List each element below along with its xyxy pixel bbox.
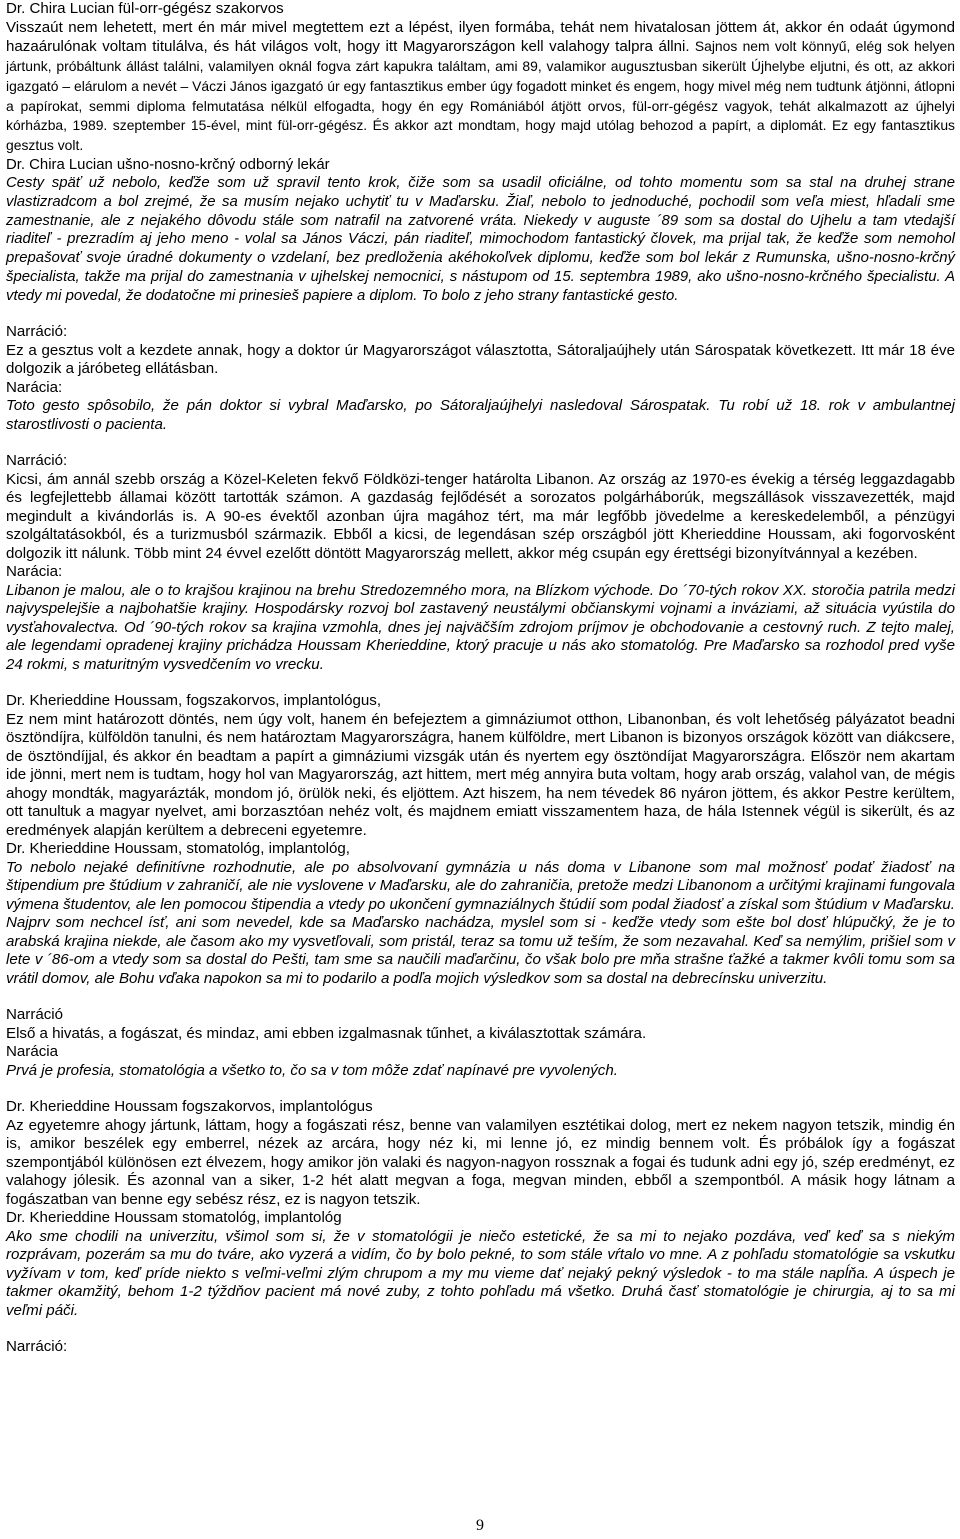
sentence: Sajnos nem volt könnyű, elég sok helyen jártunk, próbáltunk állást találni, valamilyen oknál fogva zárt kapukra találtam, ami 89, valamikor augusztusban sikerült Újhelybe eljutni, és ott, az akkori igazgató – elárulom a nevét – Váczi János igazgató úr egy fantasztikus ember úgy fogadott minket és engem, hogy mivel még nem tudtunk átjönni, átlopni a papírokat, semmi diploma felmutatása nélkül elfogadta, hogy én egy Romániából átjött orvos, fül-orr-gégész vagyok, tehát alkalmazott az újhelyi kórházba, 1989. szeptember 15-ével, mint fül-orr-gégész. És akkor azt mondtam, hogy majd utólag behozod a papírt, a diplomát. Ez egy fantasztikus gesztus volt. — [6, 38, 955, 153]
section-narration-1 — [6, 323, 955, 434]
sentence: Visszaút nem lehetett, mert én már mivel megtettem ezt a lépést, ilyen formába, tehát nem hivatalosan jöttem át, akkor én odaát úgymond hazaárulónak voltam titulálva, és hát világos volt, hogy itt Magyarországon kell valahogy talpra állni. — [6, 18, 955, 56]
speaker-title: Dr. Kherieddine Houssam fogszakorvos, implantológus — [6, 1098, 373, 1116]
narration-text-sk: Libanon je malou, ale o to krajšou krajinou na brehu Stredozemného mora, na Blízkom východe. Do ´70-tých rokov XX. storočia patrila medzi najvyspelejšie a najbohatšie krajiny. Hospodársky rozvoj bol zastavený neustálymi občianskymi vojnami a inváziami, až situácia vyústila do vysťahovalectva. Od ´90-tých rokov sa krajina vzmohla, dnes jej najväčším zdrojom príjmov je obchodovanie a cestovný ruch. Z tejto malej, ale legendami opradenej krajiny prichádza Houssam Kherieddine, ktorý pracuje u nás ako stomatológ. Pre Maďarsko sa rozhodol pred vyše 24 rokmi, s maturitným vysvedčením vo vrecku. — [6, 581, 955, 673]
section-chira-slovak — [6, 156, 955, 306]
section-narration-2 — [6, 452, 955, 674]
narration-label: Narráció: — [6, 323, 68, 341]
section-kherieddine-2 — [6, 1098, 955, 1320]
paragraph-text: Az egyetemre ahogy jártunk, láttam, hogy a fogászati rész, benne van valamilyen esztétikai dolog, mert ez nekem nagyon tetszik, mindig én is, amikor beszélek egy emberrel, nézek az arcára, hogy néz ki, mi lenne jó, ez mindig bennem volt. És próbálok így a fogászat szempontjából különösen ezt élvezem, hogy amikor jön valaki és nagyon-nagyon rossznak a fogai és tudunk adni egy jó, szép eredményt, ez valahogy jólesik. És azonnal van a siker, 1-2 hét alatt megvan a foga, megvan minden, ebből a szempontból. A másik hogy látnam a fogászatban van benne egy sebész rész, ez is nagyon tetszik. — [6, 1116, 955, 1208]
section-narration-3 — [6, 1006, 955, 1080]
speaker-title-sk: Dr. Kherieddine Houssam stomatológ, implantológ — [6, 1209, 342, 1227]
paragraph-text: Cesty späť už nebolo, keďže som už spravil tento krok, čiže som sa usadil oficiálne, od tohto momentu som sa stal na druhej strane vlastizradcom a bol zrejmé, že sa musím nejako uchytiť tu v Maďarsku. Žiaľ, nebolo to jednoduché, pochodil som veľa miest, hľadali sme zamestnanie, ale z nejakého dôvodu stále som natrafil na zatvorené vráta. Niekedy v auguste ´89 som sa dostal do Ujhelu a tam vtedajší riaditeľ - prezradím aj jeho meno - volal sa János Váczi, pán riaditeľ, mimochodom fantastický človek, ma prijal tak, že keďže som nemohol prepašovať svoje úradné dokumenty o vzdelaní, bez predloženia akéhokoľvek diplomu, keďže som bol lekár z Rumunska, ušno-nosno-krčný špecialista, takže ma prijal do zamestnania v ujhelskej nemocnici, s nástupom od 15. septembra 1989, ako ušno-nosno-krčného špecialistu. A vtedy mi povedal, že dodatočne mi prinesieš papiere a diplom. To bolo z jeho strany fantastické gesto. — [6, 175, 955, 304]
section-chira-hungarian — [6, 0, 955, 156]
narration-label-sk: Narácia: — [6, 563, 63, 581]
paragraph — [6, 19, 955, 156]
narration-label: Narráció: — [6, 452, 68, 470]
speaker-title-sk: Dr. Kherieddine Houssam, stomatológ, implantológ, — [6, 840, 350, 858]
narration-text-sk: Toto gesto spôsobilo, že pán doktor si vybral Maďarsko, po Sátoraljaújhelyi nasledoval Sárospatak. Tu robí už 18. rok v ambulantnej starostlivosti o pacienta. — [6, 397, 955, 433]
document-page — [6, 0, 955, 1357]
narration-label-sk: Narácia — [6, 1043, 59, 1061]
speaker-title: Dr. Kherieddine Houssam, fogszakorvos, implantológus, — [6, 692, 382, 710]
narration-text-sk: Prvá je profesia, stomatológia a všetko to, čo sa v tom môže zdať napínavé pre vyvolených. — [6, 1061, 618, 1079]
paragraph-text: Ez nem mint határozott döntés, nem úgy volt, hanem én befejeztem a gimnáziumot otthon, Libanonban, és volt lehetőség pályázatot beadni ösztöndíjra, külföldön tanulni, és nem határoztam Magyarországra, hanem külföldre, mert Libanon is bizonyos országok között van diákcsere, de ösztöndíjjal, és akkor én beadtam a papírt a gimnáziumi vizsgák után és nyertem egy ösztöndíjat Magyarországra. Először nem akartam ide jönni, mert nem is tudtam, hogy hol van Magyarország, azt hittem, mert még annyira buta voltam, hogy arab ország, valahol van, de mégis ahogy mondták, magyarázták, mondom jó, örülök neki, és eljöttem. Azt hiszem, ha nem tévedek 86 nyáron jöttem, és akkor Pestre kerültem, ott tanultuk a magyar nyelvet, ami borzasztóan nehéz volt, és majdnem emiatt visszamentem haza, de hála Istennek végül is sikerült, és az eredmények alapján kerültem a debreceni egyetemre. — [6, 710, 955, 839]
section-kherieddine-1 — [6, 692, 955, 988]
page-number: 9 — [476, 1517, 484, 1534]
narration-label: Narráció — [6, 1006, 64, 1024]
speaker-title: Dr. Chira Lucian fül-orr-gégész szakorvos — [6, 0, 284, 17]
paragraph-text-sk: Ako sme chodili na univerzitu, všimol som si, že v stomatológii je niečo estetické, že sa mi to nejako pozdáva, veď keď sa s niekým rozprávam, pozerám sa mu do tváre, ako vyzerá a vidím, čo by bolo pekné, to som stále vŕtalo vo mne. A z pohľadu stomatológie sa vskutku vyžívam v tom, keď príde niekto s veľmi-veľmi zlým chrupom a my mu vieme dať nejaký pekný výsledok - to ma stále napĺňa. A úspech je takmer okamžitý, behom 1-2 týždňov pacient má nové zuby, z tohto pohľadu má všetko. Druhá časť stomatológie je chirurgia, aj to sa mi veľmi páči. — [6, 1227, 955, 1319]
narration-label-sk: Narácia: — [6, 378, 63, 396]
narration-text: Első a hivatás, a fogászat, és mindaz, ami ebben izgalmasnak tűnhet, a kiválasztottak számára. — [6, 1024, 647, 1042]
speaker-title: Dr. Chira Lucian ušno-nosno-krčný odborný lekár — [6, 156, 330, 173]
narration-label: Narráció: — [6, 1338, 68, 1356]
narration-text: Ez a gesztus volt a kezdete annak, hogy a doktor úr Magyarországot választotta, Sátoraljaújhely után Sárospatak következett. Itt már 18 éve dolgozik a járóbeteg ellátásban. — [6, 341, 955, 378]
narration-text: Kicsi, ám annál szebb ország a Közel-Keleten fekvő Földközi-tenger határolta Libanon. Az ország az 1970-es évekig a térség leggazdagabb és legfejlettebb államai között tartották számon. A gazdaság fejlődését a sorozatos polgárháborúk, megszállások visszavezették, majd megindult a kivándorlás is. A 90-es évektől azonban újra magához tért, ma már legfőbb jövedelme a kereskedelemből, a pénzügyi szolgáltatásokból, és a turizmusból származik. Ebből a kicsi, de legendásan szép országból jött Kherieddine Houssam, aki fogorvosként dolgozik itt nálunk. Több mint 24 évvel ezelőtt döntött Magyarország mellett, akkor még csupán egy érettségi bizonyítvánnyal a kezében. — [6, 470, 955, 562]
paragraph-text-sk: To nebolo nejaké definitívne rozhodnutie, ale po absolvovaní gymnázia u nás doma v Libanone som mal možnosť podať žiadosť na štipendium pre štúdium v zahraničí, ale nie vyslovene v Maďarsku, ale do zahraničia, pretože medzi Libanonom a určitými krajinami fungovala výmena študentov, ale len pomocou štipendia a vtedy po ukončení gymnaziálnych štúdií som podal žiadosť a získal som štúdium v Maďarsku. Najprv som nechcel ísť, ani som nevedel, kde sa Maďarsko nachádza, myslel som si - keďže vtedy som ešte bol dosť hlúpučký, že je to arabská krajina niekde, ale časom ako my vysvetľovali, som pristál, teraz sa tomu už teším, že som nezavahal. Keď sa nemýlim, prišiel som v lete v ´86-om a vtedy som sa dostal do Pešti, tam sme sa naučili maďarčinu, čo však bolo pre mňa strašne ťažké a takmer kvôli tomu som sa vrátil domov, ale Bohu vďaka napokon sa mi to podarilo a podľa mojich výsledkov som sa dostal na debrecínsku univerzitu. — [6, 858, 955, 987]
section-narration-4 — [6, 1338, 955, 1357]
